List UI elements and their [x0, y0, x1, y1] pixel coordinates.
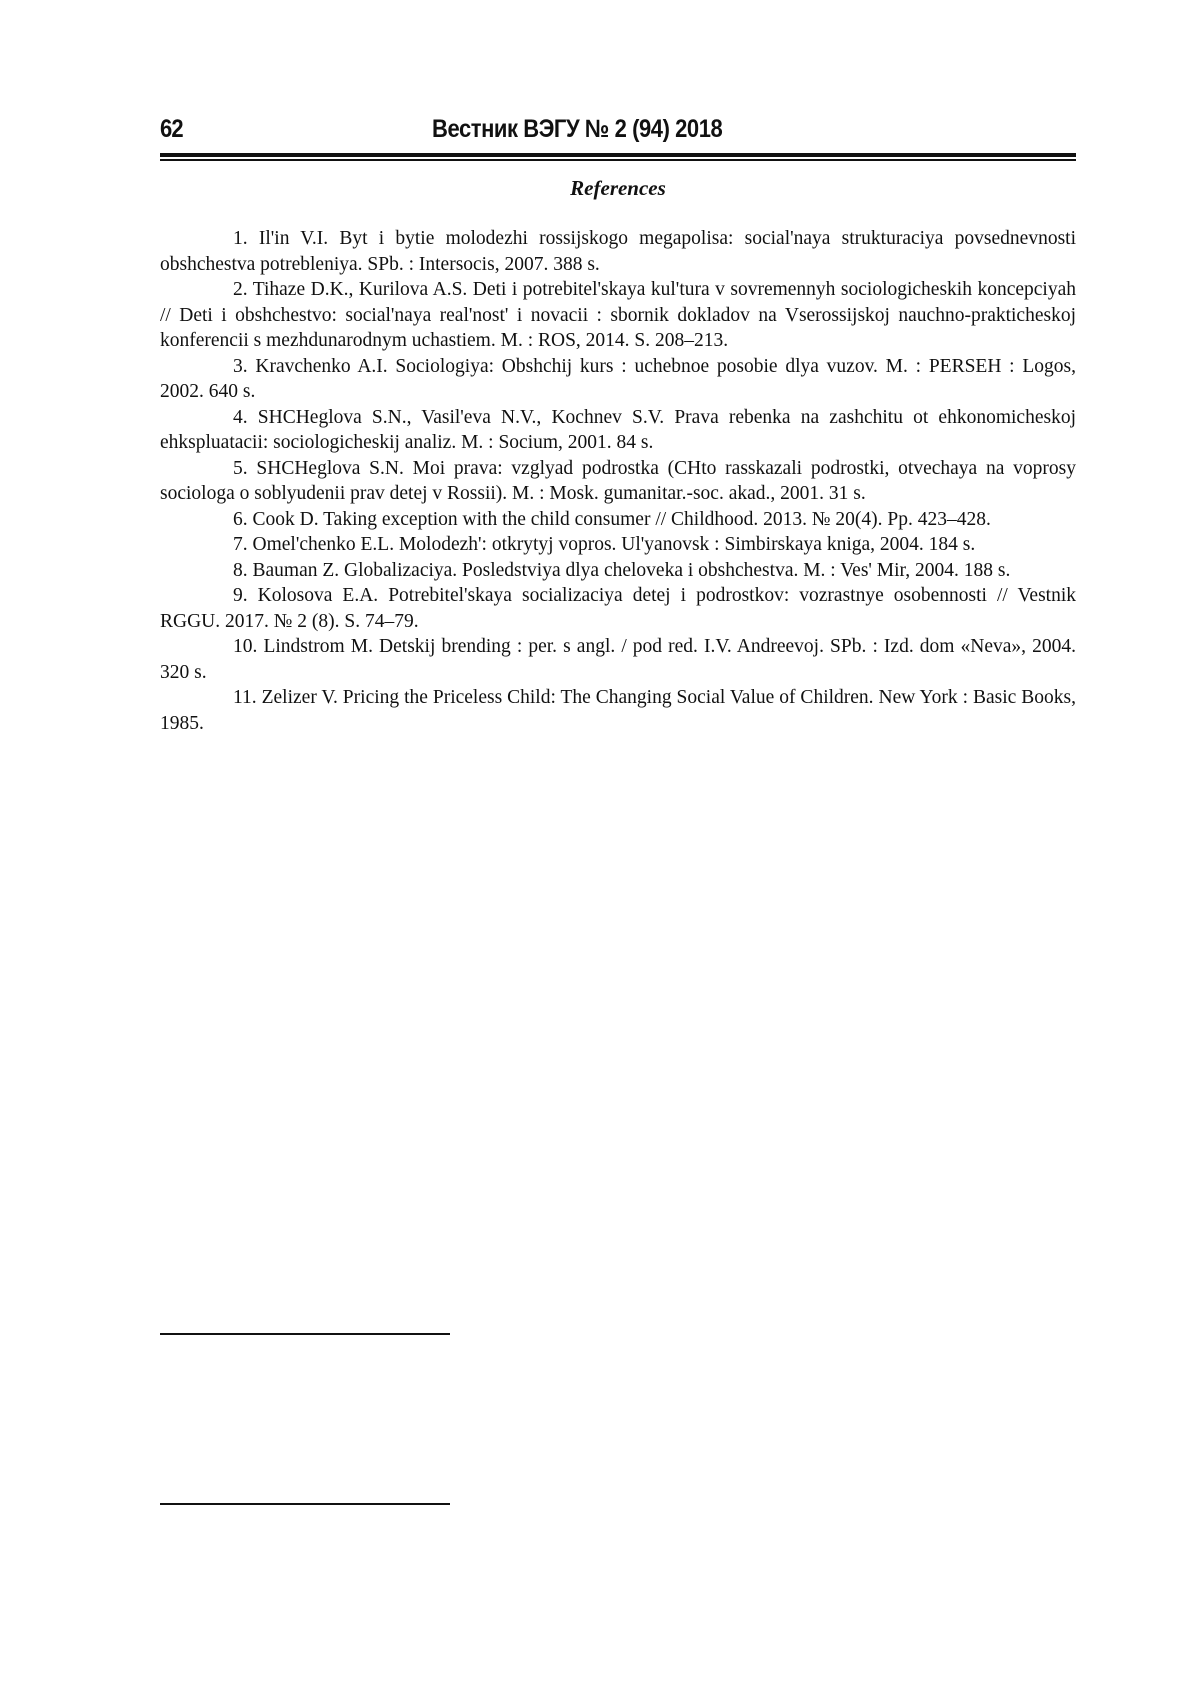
reference-list — [160, 226, 1076, 736]
running-header — [160, 114, 1076, 154]
reference-item: 11. Zelizer V. Pricing the Priceless Child: The Changing Social Value of Children. New York : Basic Books, 1985. — [160, 687, 1076, 734]
reference-item: 8. Bauman Z. Globalizaciya. Posledstviya dlya cheloveka i obshchestva. M. : Ves' Mir, 2004. 188 s. — [233, 559, 1011, 581]
header-rule-thick — [160, 153, 1076, 157]
journal-title: Вестник ВЭГУ № 2 (94) 2018 — [432, 115, 723, 143]
page-number: 62 — [160, 115, 183, 143]
footnote-separator — [160, 1503, 450, 1505]
reference-item: 3. Kravchenko A.I. Sociologiya: Obshchij kurs : uchebnoe posobie dlya vuzov. M. : PERSEH : Logos, 2002. 640 s. — [160, 355, 1076, 402]
reference-item: 4. SHCHeglova S.N., Vasil'eva N.V., Kochnev S.V. Prava rebenka na zashchitu ot ehkonomicheskoj ehkspluatacii: sociologicheskij analiz. M. : Socium, 2001. 84 s. — [160, 406, 1076, 453]
reference-item: 6. Cook D. Taking exception with the child consumer // Childhood. 2013. № 20(4). Pp. 423–428. — [233, 508, 991, 530]
reference-item: 10. Lindstrom M. Detskij brending : per. s angl. / pod red. I.V. Andreevoj. SPb. : Izd. dom «Neva», 2004. 320 s. — [160, 636, 1076, 683]
reference-item: 1. Il'in V.I. Byt i bytie molodezhi rossijskogo megapolisa: social'naya strukturaciya povsednevnosti obshchestva potrebleniya. SPb. : Intersocis, 2007. 388 s. — [160, 228, 1076, 275]
section-title: References — [570, 176, 666, 200]
header-rule-thin — [160, 159, 1076, 161]
reference-item: 9. Kolosova E.A. Potrebitel'skaya socializaciya detej i podrostkov: vozrastnye osobennosti // Vestnik RGGU. 2017. № 2 (8). S. 74–79. — [160, 585, 1076, 632]
footnote-separator — [160, 1333, 450, 1335]
reference-item: 7. Omel'chenko E.L. Molodezh': otkrytyj vopros. Ul'yanovsk : Simbirskaya kniga, 2004. 184 s. — [233, 534, 976, 555]
reference-item: 2. Tihaze D.K., Kurilova A.S. Deti i potrebitel'skaya kul'tura v sovremennyh sociologicheskih koncepciyah // Deti i obshchestvo: social'naya real'nost' i novacii : sbornik dokladov na Vserossijskoj nauchno-prakticheskoj konferencii s mezhdunarodnym uchastiem. M. : ROS, 2014. S. 208–213. — [160, 279, 1076, 351]
reference-item: 5. SHCHeglova S.N. Moi prava: vzglyad podrostka (CHto rasskazali podrostki, otvechaya na voprosy sociologa o soblyudenii prav detej v Rossii). M. : Mosk. gumanitar.-soc. akad., 2001. 31 s. — [160, 457, 1076, 504]
